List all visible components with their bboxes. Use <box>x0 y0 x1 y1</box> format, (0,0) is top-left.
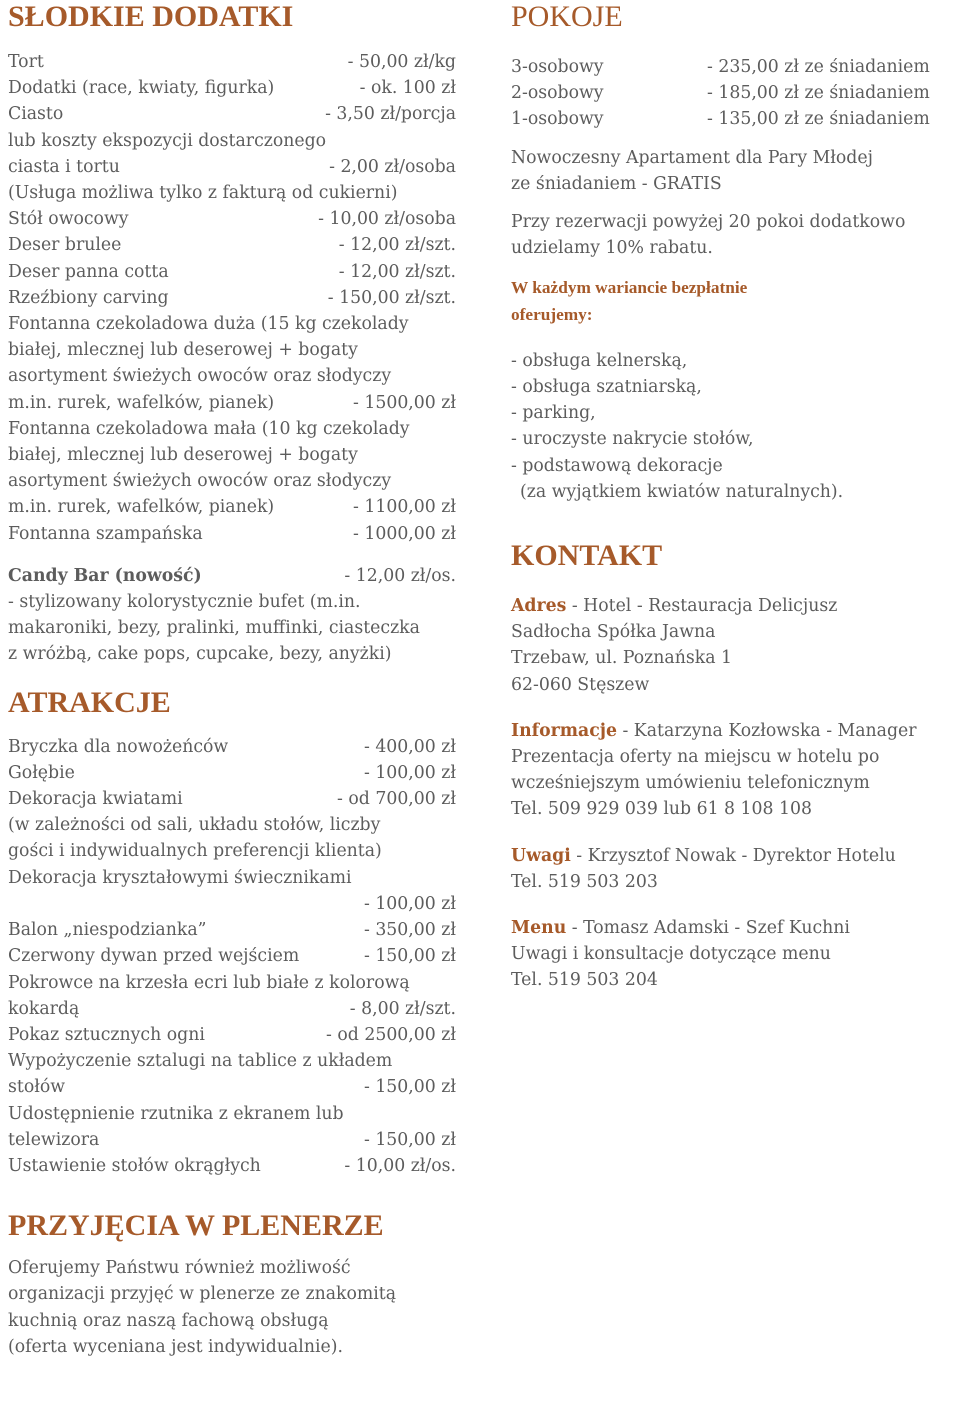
item-name: kokardą <box>8 998 80 1019</box>
item-name: m.in. rurek, wafelków, pianek) <box>8 392 275 413</box>
price-row <box>8 101 456 127</box>
price-row <box>8 521 456 547</box>
item-price: - 12,00 zł/szt. <box>338 235 456 256</box>
item-name: Ustawienie stołów okrągłych <box>8 1155 261 1176</box>
item-name: Tort <box>8 52 44 72</box>
atrakcje-title: ATRAKCJE <box>8 685 171 719</box>
price-row <box>8 442 456 468</box>
price-row <box>8 838 456 864</box>
item-name: asortyment świeżych owoców oraz słodyczy <box>8 471 392 492</box>
price-row <box>8 180 456 206</box>
item-name: białej, mlecznej lub deserowej + bogaty <box>8 445 358 466</box>
item-name: Czerwony dywan przed wejściem <box>8 946 300 967</box>
item-name: asortyment świeżych owoców oraz słodyczy <box>8 366 392 387</box>
item-name: Bryczka dla nowożeńców <box>8 736 229 757</box>
room-row <box>511 106 956 132</box>
menu-line-2: Uwagi i konsultacje dotyczące menu <box>511 944 831 965</box>
apartament-line: ze śniadaniem - GRATIS <box>511 173 722 194</box>
slodkie-title: SŁODKIE DODATKI <box>8 0 294 33</box>
item-name: Dekoracja kryształowymi świecznikami <box>8 867 352 888</box>
item-price: - 1500,00 zł <box>353 392 456 413</box>
item-name: Fontanna czekoladowa mała (10 kg czekolady <box>8 418 410 439</box>
price-row <box>8 285 456 311</box>
price-row <box>8 311 456 337</box>
item-name: Gołębie <box>8 762 75 783</box>
item-name: Pokaz sztucznych ogni <box>8 1024 205 1045</box>
item-name: telewizora <box>8 1129 100 1150</box>
item-price: - 150,00 zł <box>363 1129 456 1150</box>
wariant-item: (za wyjątkiem kwiatów naturalnych). <box>520 481 844 502</box>
price-row <box>8 1101 456 1127</box>
price-row <box>8 865 456 891</box>
item-name: ciasta i tortu <box>8 156 120 177</box>
price-row <box>8 891 456 917</box>
left-column <box>8 0 456 1360</box>
slodkie-list <box>8 49 456 547</box>
item-price: - 2,00 zł/osoba <box>329 156 456 177</box>
menu-phone[interactable]: Tel. 519 503 204 <box>511 970 658 991</box>
wariant-item: - podstawową dekoracje <box>511 455 723 476</box>
uwagi-phone[interactable]: Tel. 519 503 203 <box>511 871 658 892</box>
item-name: Ciasto <box>8 104 64 125</box>
uwagi-line-1: - Krzysztof Nowak - Dyrektor Hotelu <box>576 845 896 866</box>
item-name: Pokrowce na krzesła ecri lub białe z kolorową <box>8 972 410 993</box>
item-name: Dodatki (race, kwiaty, figurka) <box>8 78 275 99</box>
item-name: Fontanna szampańska <box>8 523 203 544</box>
atrakcje-list <box>8 734 456 1179</box>
price-row <box>8 259 456 285</box>
price-row <box>8 917 456 943</box>
price-row <box>8 786 456 812</box>
price-row <box>8 812 456 838</box>
candy-bar-description <box>8 589 456 668</box>
item-name: m.in. rurek, wafelków, pianek) <box>8 497 275 518</box>
item-name: Udostępnienie rzutnika z ekranem lub <box>8 1103 344 1124</box>
item-name: Dekoracja kwiatami <box>8 789 183 810</box>
item-price: - 3,50 zł/porcja <box>325 104 456 125</box>
menu-label: Menu <box>511 918 567 939</box>
price-row <box>8 337 456 363</box>
item-name: Fontanna czekoladowa duża (15 kg czekolady <box>8 314 409 335</box>
price-row <box>8 1022 456 1048</box>
item-price: - ok. 100 zł <box>359 78 456 99</box>
item-name: (Usługa możliwa tylko z fakturą od cukierni) <box>8 183 398 204</box>
candy-bar-row <box>8 563 456 589</box>
candy-desc-line: z wróżbą, cake pops, cupcake, bezy, anyżki) <box>8 644 392 665</box>
item-name: Stół owocowy <box>8 209 129 230</box>
rabat-line: udzielamy 10% rabatu. <box>511 238 713 259</box>
price-row <box>8 390 456 416</box>
item-price: - od 700,00 zł <box>337 789 456 810</box>
candy-bar-price: - 12,00 zł/os. <box>344 565 456 586</box>
rooms-list <box>511 54 956 133</box>
item-price: - 100,00 zł <box>363 762 456 783</box>
plener-line: kuchnią oraz naszą fachową obsługą <box>8 1310 329 1331</box>
item-price: - 150,00 zł <box>363 1077 456 1098</box>
wariant-title-line: oferujemy: <box>511 304 593 324</box>
rabat-line: Przy rezerwacji powyżej 20 pokoi dodatkowo <box>511 212 906 233</box>
price-row <box>8 1048 456 1074</box>
price-row <box>8 1127 456 1153</box>
item-price: - 350,00 zł <box>363 920 456 941</box>
item-price: - od 2500,00 zł <box>326 1024 456 1045</box>
room-row <box>511 54 956 80</box>
item-name: gości i indywidualnych preferencji klienta) <box>8 841 382 862</box>
price-row <box>8 996 456 1022</box>
uwagi-block <box>511 843 956 895</box>
apartament-line: Nowoczesny Apartament dla Pary Młodej <box>511 147 873 168</box>
info-line-1: - Katarzyna Kozłowska - Manager <box>622 720 917 741</box>
price-row <box>8 49 456 75</box>
room-price: - 135,00 zł ze śniadaniem <box>707 109 930 130</box>
price-row <box>8 943 456 969</box>
item-price: - 400,00 zł <box>363 736 456 757</box>
room-row <box>511 80 956 106</box>
item-price: - 1000,00 zł <box>353 523 456 544</box>
item-name: Deser panna cotta <box>8 261 169 282</box>
adres-line-4: 62-060 Stęszew <box>511 674 650 695</box>
kontakt-title: KONTAKT <box>511 539 663 573</box>
room-type: 1-osobowy <box>511 109 604 130</box>
item-name: (w zależności od sali, układu stołów, liczby <box>8 815 381 836</box>
plener-text <box>8 1255 456 1360</box>
adres-line-2: Sadłocha Spółka Jawna <box>511 622 716 643</box>
item-price: - 100,00 zł <box>363 893 456 914</box>
adres-line-1: - Hotel - Restauracja Delicjusz <box>571 596 838 617</box>
adres-line-3: Trzebaw, ul. Poznańska 1 <box>511 648 732 669</box>
price-row <box>8 416 456 442</box>
wariant-list <box>511 348 956 505</box>
plener-title: PRZYJĘCIA W PLENERZE <box>8 1209 384 1243</box>
item-name: stołów <box>8 1077 66 1098</box>
item-name: białej, mlecznej lub deserowej + bogaty <box>8 340 358 361</box>
price-row <box>8 760 456 786</box>
price-row <box>8 494 456 520</box>
menu-line-1: - Tomasz Adamski - Szef Kuchni <box>571 918 850 939</box>
room-price: - 235,00 zł ze śniadaniem <box>707 57 930 77</box>
plener-line: Oferujemy Państwu również możliwość <box>8 1258 351 1279</box>
candy-desc-line: makaroniki, bezy, pralinki, muffinki, ciasteczka <box>8 618 420 639</box>
wariant-item: - uroczyste nakrycie stołów, <box>511 429 754 450</box>
item-name: Wypożyczenie sztalugi na tablice z układem <box>8 1051 393 1072</box>
item-price: - 150,00 zł/szt. <box>327 287 456 308</box>
price-row <box>8 75 456 101</box>
info-label: Informacje <box>511 720 617 741</box>
info-line-3: wcześniejszym umówieniu telefonicznym <box>511 773 870 794</box>
item-name: lub koszty ekspozycji dostarczonego <box>8 130 327 151</box>
wariant-item: - parking, <box>511 403 596 424</box>
item-price: - 150,00 zł <box>363 946 456 967</box>
price-row <box>8 206 456 232</box>
price-row <box>8 154 456 180</box>
room-price: - 185,00 zł ze śniadaniem <box>707 83 930 104</box>
item-price: - 10,00 zł/osoba <box>318 209 456 230</box>
info-phone[interactable]: Tel. 509 929 039 lub 61 8 108 108 <box>511 799 813 820</box>
price-row <box>8 128 456 154</box>
plener-line: (oferta wyceniana jest indywidualnie). <box>8 1336 343 1357</box>
candy-bar-name: Candy Bar (nowość) <box>8 565 202 586</box>
wariant-item: - obsługa szatniarską, <box>511 377 702 398</box>
rabat-text <box>511 209 956 261</box>
item-name: Balon „niespodzianka” <box>8 920 207 941</box>
wariant-title <box>511 275 956 327</box>
price-row <box>8 1153 456 1179</box>
adres-label: Adres <box>511 596 567 617</box>
item-name: Rzeźbiony carving <box>8 287 169 308</box>
pokoje-title: POKOJE <box>511 0 623 33</box>
price-row <box>8 468 456 494</box>
price-row <box>8 970 456 996</box>
wariant-item: - obsługa kelnerską, <box>511 350 688 371</box>
apartament-text <box>511 145 956 197</box>
item-price: - 50,00 zł/kg <box>347 52 456 72</box>
info-block <box>511 718 956 823</box>
menu-block <box>511 915 956 994</box>
price-row <box>8 363 456 389</box>
plener-line: organizacji przyjęć w plenerze ze znakomitą <box>8 1284 397 1305</box>
info-line-2: Prezentacja oferty na miejscu w hotelu po <box>511 747 880 768</box>
item-price: - 1100,00 zł <box>353 497 456 518</box>
item-price: - 10,00 zł/os. <box>344 1155 456 1176</box>
item-name: Deser brulee <box>8 235 122 256</box>
room-type: 3-osobowy <box>511 57 604 77</box>
price-row <box>8 1074 456 1100</box>
item-price: - 12,00 zł/szt. <box>338 261 456 282</box>
candy-desc-line: - stylizowany kolorystycznie bufet (m.in. <box>8 592 361 613</box>
item-price: - 8,00 zł/szt. <box>349 998 456 1019</box>
adres-block <box>511 593 956 698</box>
right-column <box>511 0 956 994</box>
room-type: 2-osobowy <box>511 83 604 104</box>
price-row <box>8 734 456 760</box>
wariant-title-line: W każdym wariancie bezpłatnie <box>511 278 748 298</box>
uwagi-label: Uwagi <box>511 845 571 866</box>
price-row <box>8 232 456 258</box>
